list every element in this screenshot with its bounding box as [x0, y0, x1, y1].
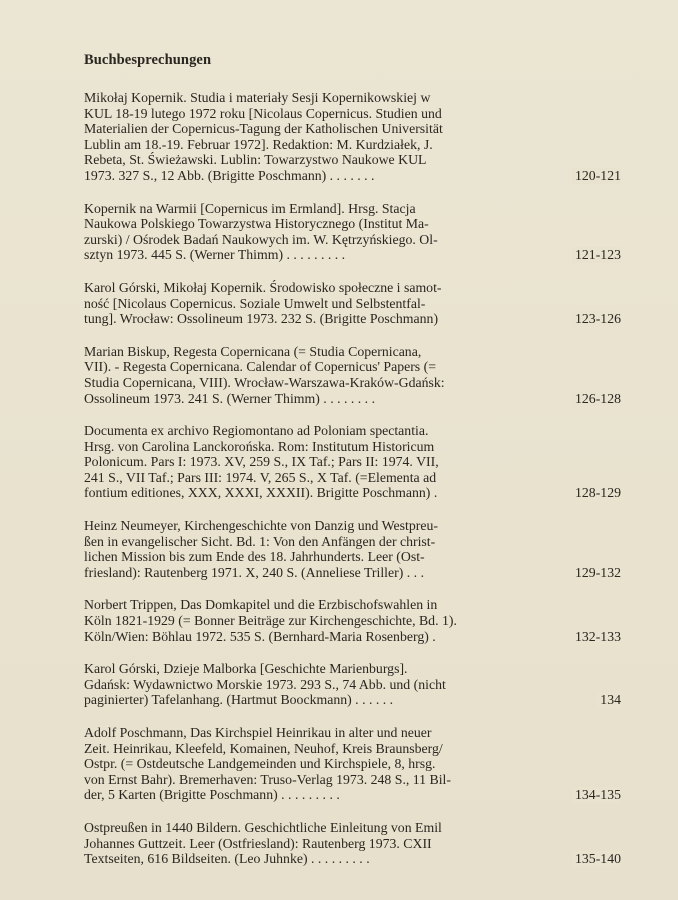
entry-text-line: 241 S., VII Taf.; Pars III: 1974. V, 265 S., X Taf. (=Elementa ad: [84, 469, 437, 485]
page-range: 132-133: [572, 629, 621, 645]
entry-text-line: Marian Biskup, Regesta Copernicana (= Studia Copernicana,: [84, 343, 422, 359]
review-entry: [84, 90, 621, 184]
entry-text-line: von Ernst Bahr). Bremerhaven: Truso-Verlag 1973. 248 S., 11 Bil-: [84, 771, 451, 787]
entry-text-line: zurski) / Ośrodek Badań Naukowych im. W. Kętrzyńskiego. Ol-: [84, 231, 438, 247]
review-entry: [84, 343, 621, 406]
entry-text-line: Gdańsk: Wydawnictwo Morskie 1973. 293 S., 74 Abb. und (nicht: [84, 676, 446, 692]
review-entry: [84, 725, 621, 803]
entry-text-line: Johannes Guttzeit. Leer (Ostfriesland): Rautenberg 1973. CXII: [84, 835, 432, 851]
entry-text-line: Naukowa Polskiego Towarzystwa Historycznego (Institut Ma-: [84, 216, 429, 232]
entry-text-line: Documenta ex archivo Regiomontano ad Poloniam spectantia.: [84, 423, 429, 439]
page-range: 126-128: [572, 391, 621, 407]
entry-text-line: Ossolineum 1973. 241 S. (Werner Thimm) . . . . . . . .: [84, 390, 376, 406]
entry-text-line: Rebeta, St. Świeżawski. Lublin: Towarzystwo Naukowe KUL: [84, 152, 427, 168]
entry-text-line: VII). - Regesta Copernicana. Calendar of Copernicus' Papers (=: [84, 359, 437, 375]
entry-text-line: tung]. Wrocław: Ossolineum 1973. 232 S. (Brigitte Poschmann): [84, 311, 439, 327]
entry-text-line: Mikołaj Kopernik. Studia i materiały Sesji Kopernikowskiej w: [84, 90, 431, 105]
page-range: 121-123: [572, 247, 621, 263]
page-range: 120-121: [572, 168, 621, 184]
entry-text-line: Lublin am 18.-19. Februar 1972]. Redaktion: M. Kurdziałek, J.: [84, 136, 433, 152]
page-range: 128-129: [572, 485, 621, 501]
review-entry: [84, 200, 621, 263]
entry-text-line: Ostpr. (= Ostdeutsche Landgemeinden und Kirchspiele, 8, hrsg.: [84, 756, 436, 772]
review-entry: [84, 819, 621, 867]
entry-text-line: ność [Nicolaus Copernicus. Soziale Umwelt und Selbstentfal-: [84, 295, 426, 311]
entry-text-line: Hrsg. von Carolina Lanckorońska. Rom: Institutum Historicum: [84, 438, 435, 454]
entry-text-line: Kopernik na Warmii [Copernicus im Ermland]. Hrsg. Stacja: [84, 200, 416, 216]
entry-text-line: ßen in evangelischer Sicht. Bd. 1: Von den Anfängen der christ-: [84, 533, 436, 549]
review-entry: [84, 423, 621, 501]
review-entry: [84, 661, 621, 708]
entry-text-line: fontium editiones, XXX, XXXI, XXXII). Brigitte Poschmann) .: [84, 485, 438, 501]
entry-text-line: Köln/Wien: Böhlau 1972. 535 S. (Bernhard-Maria Rosenberg) .: [84, 628, 436, 644]
review-entry: [84, 279, 621, 327]
entry-text-line: paginierter) Tafelanhang. (Hartmut Boockmann) . . . . . .: [84, 692, 394, 708]
review-entry: [84, 597, 621, 644]
entry-text-line: Zeit. Heinrikau, Kleefeld, Komainen, Neuhof, Kreis Braunsberg/: [84, 740, 443, 756]
review-list: [84, 90, 621, 884]
entry-text-line: Köln 1821-1929 (= Bonner Beiträge zur Kirchengeschichte, Bd. 1).: [84, 613, 457, 629]
entry-text-line: 1973. 327 S., 12 Abb. (Brigitte Poschmann) . . . . . . .: [84, 167, 375, 183]
entry-text-line: Ostpreußen in 1440 Bildern. Geschichtliche Einleitung von Emil: [84, 819, 442, 835]
entry-text-line: Polonicum. Pars I: 1973. XV, 259 S., IX Taf.; Pars II: 1974. VII,: [84, 454, 439, 470]
page-range: 135-140: [572, 851, 621, 867]
entry-text-line: Adolf Poschmann, Das Kirchspiel Heinrikau in alter und neuer: [84, 725, 432, 740]
entry-text-line: sztyn 1973. 445 S. (Werner Thimm) . . . . . . . . .: [84, 247, 346, 263]
page-range: 134: [597, 692, 621, 708]
entry-text-line: Norbert Trippen, Das Domkapitel und die Erzbischofswahlen in: [84, 597, 438, 613]
review-entry: [84, 518, 621, 580]
entry-text-line: Karol Górski, Mikołaj Kopernik. Środowisko społeczne i samot-: [84, 279, 442, 295]
page-range: 129-132: [572, 565, 621, 581]
page-range: 123-126: [572, 311, 621, 327]
entry-text-line: Materialien der Copernicus-Tagung der Katholischen Universität: [84, 121, 443, 137]
page-range: 134-135: [572, 787, 621, 803]
entry-text-line: Studia Copernicana, VIII). Wrocław-Warszawa-Kraków-Gdańsk:: [84, 374, 445, 390]
entry-text-line: der, 5 Karten (Brigitte Poschmann) . . . . . . . . .: [84, 787, 340, 803]
entry-text-line: friesland): Rautenberg 1971. X, 240 S. (Anneliese Triller) . . .: [84, 564, 425, 580]
entry-text-line: Textseiten, 616 Bildseiten. (Leo Juhnke) . . . . . . . . .: [84, 851, 370, 867]
entry-text-line: KUL 18-19 lutego 1972 roku [Nicolaus Copernicus. Studien und: [84, 105, 442, 121]
entry-text-line: Heinz Neumeyer, Kirchengeschichte von Danzig und Westpreu-: [84, 518, 438, 534]
entry-text-line: Karol Górski, Dzieje Malborka [Geschichte Marienburgs].: [84, 661, 408, 677]
section-heading: Buchbesprechungen: [84, 52, 212, 68]
entry-text-line: lichen Mission bis zum Ende des 18. Jahrhunderts. Leer (Ost-: [84, 549, 425, 565]
